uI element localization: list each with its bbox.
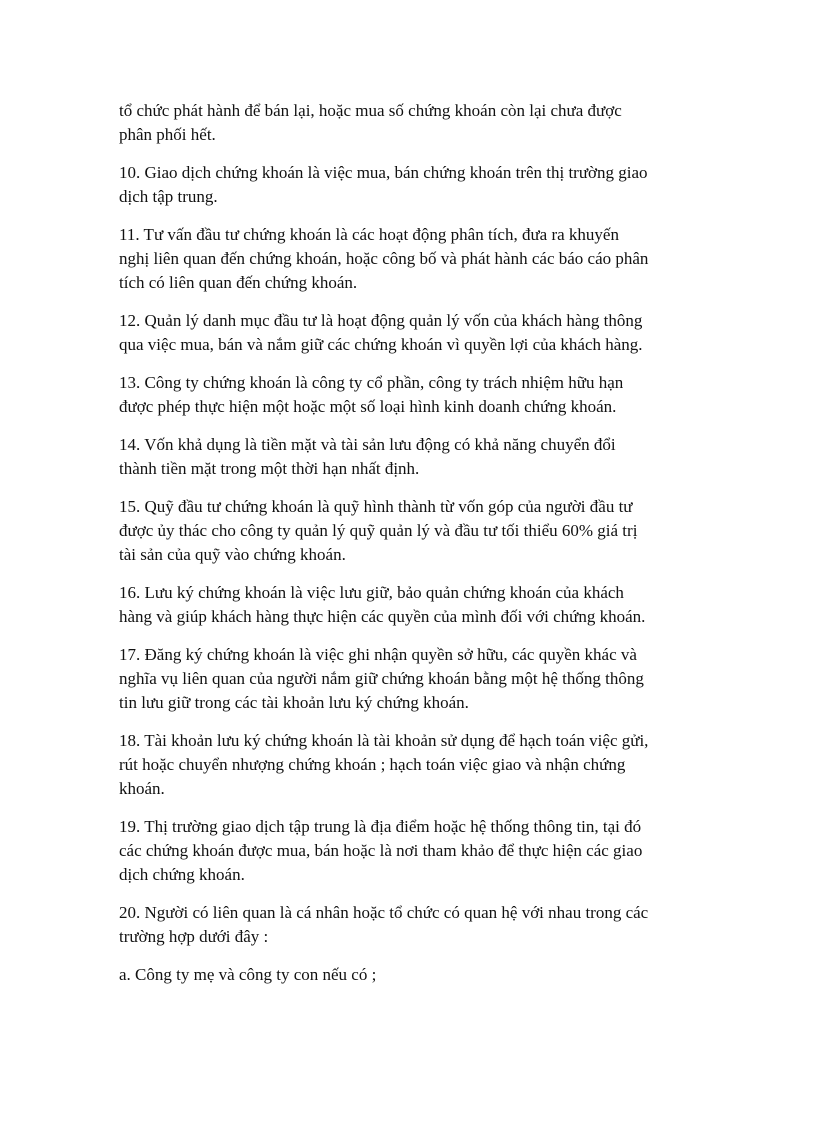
line: dịch tập trung. — [119, 187, 218, 206]
line: tổ chức phát hành để bán lại, hoặc mua số chứng khoán còn lại chưa được — [119, 101, 622, 120]
paragraph — [119, 99, 719, 147]
line: rút hoặc chuyển nhượng chứng khoán ; hạch toán việc giao và nhận chứng — [119, 755, 626, 774]
paragraph — [119, 643, 719, 715]
line: qua việc mua, bán và nắm giữ các chứng khoán vì quyền lợi của khách hàng. — [119, 335, 643, 354]
line: được ủy thác cho công ty quản lý quỹ quản lý và đầu tư tối thiểu 60% giá trị — [119, 521, 638, 540]
line: 20. Người có liên quan là cá nhân hoặc tổ chức có quan hệ với nhau trong các — [119, 903, 649, 922]
line: thành tiền mặt trong một thời hạn nhất định. — [119, 459, 420, 478]
line: các chứng khoán được mua, bán hoặc là nơi tham khảo để thực hiện các giao — [119, 841, 643, 860]
paragraph — [119, 161, 719, 209]
line: nghĩa vụ liên quan của người nắm giữ chứng khoán bằng một hệ thống thông — [119, 669, 644, 688]
line: nghị liên quan đến chứng khoán, hoặc công bố và phát hành các báo cáo phân — [119, 249, 649, 268]
line: 10. Giao dịch chứng khoán là việc mua, bán chứng khoán trên thị trường giao — [119, 163, 648, 182]
line: tài sản của quỹ vào chứng khoán. — [119, 545, 346, 564]
line: 15. Quỹ đầu tư chứng khoán là quỹ hình thành từ vốn góp của người đầu tư — [119, 497, 633, 516]
line: 11. Tư vấn đầu tư chứng khoán là các hoạt động phân tích, đưa ra khuyến — [119, 225, 619, 244]
paragraph — [119, 901, 719, 949]
paragraph — [119, 495, 719, 567]
line: 12. Quản lý danh mục đầu tư là hoạt động quản lý vốn của khách hàng thông — [119, 311, 643, 330]
line: trường hợp dưới đây : — [119, 927, 269, 946]
paragraph — [119, 815, 719, 887]
line: khoán. — [119, 779, 165, 798]
paragraph — [119, 581, 719, 629]
paragraph — [119, 371, 719, 419]
line: tin lưu giữ trong các tài khoản lưu ký chứng khoán. — [119, 693, 469, 712]
line: 19. Thị trường giao dịch tập trung là địa điểm hoặc hệ thống thông tin, tại đó — [119, 817, 642, 836]
line: 16. Lưu ký chứng khoán là việc lưu giữ, bảo quản chứng khoán của khách — [119, 583, 624, 602]
paragraph — [119, 433, 719, 481]
paragraph — [119, 963, 719, 987]
line: 17. Đăng ký chứng khoán là việc ghi nhận quyền sở hữu, các quyền khác và — [119, 645, 637, 664]
line: 14. Vốn khả dụng là tiền mặt và tài sản lưu động có khả năng chuyển đổi — [119, 435, 616, 454]
paragraph — [119, 729, 719, 801]
document-page — [119, 99, 719, 1001]
paragraph — [119, 223, 719, 295]
line: 18. Tài khoản lưu ký chứng khoán là tài khoản sử dụng để hạch toán việc gửi, — [119, 731, 649, 750]
line: được phép thực hiện một hoặc một số loại hình kinh doanh chứng khoán. — [119, 397, 617, 416]
paragraph — [119, 309, 719, 357]
line: a. Công ty mẹ và công ty con nếu có ; — [119, 965, 377, 984]
line: hàng và giúp khách hàng thực hiện các quyền của mình đối với chứng khoán. — [119, 607, 646, 626]
line: 13. Công ty chứng khoán là công ty cổ phần, công ty trách nhiệm hữu hạn — [119, 373, 624, 392]
line: tích có liên quan đến chứng khoán. — [119, 273, 358, 292]
line: phân phối hết. — [119, 125, 216, 144]
line: dịch chứng khoán. — [119, 865, 245, 884]
